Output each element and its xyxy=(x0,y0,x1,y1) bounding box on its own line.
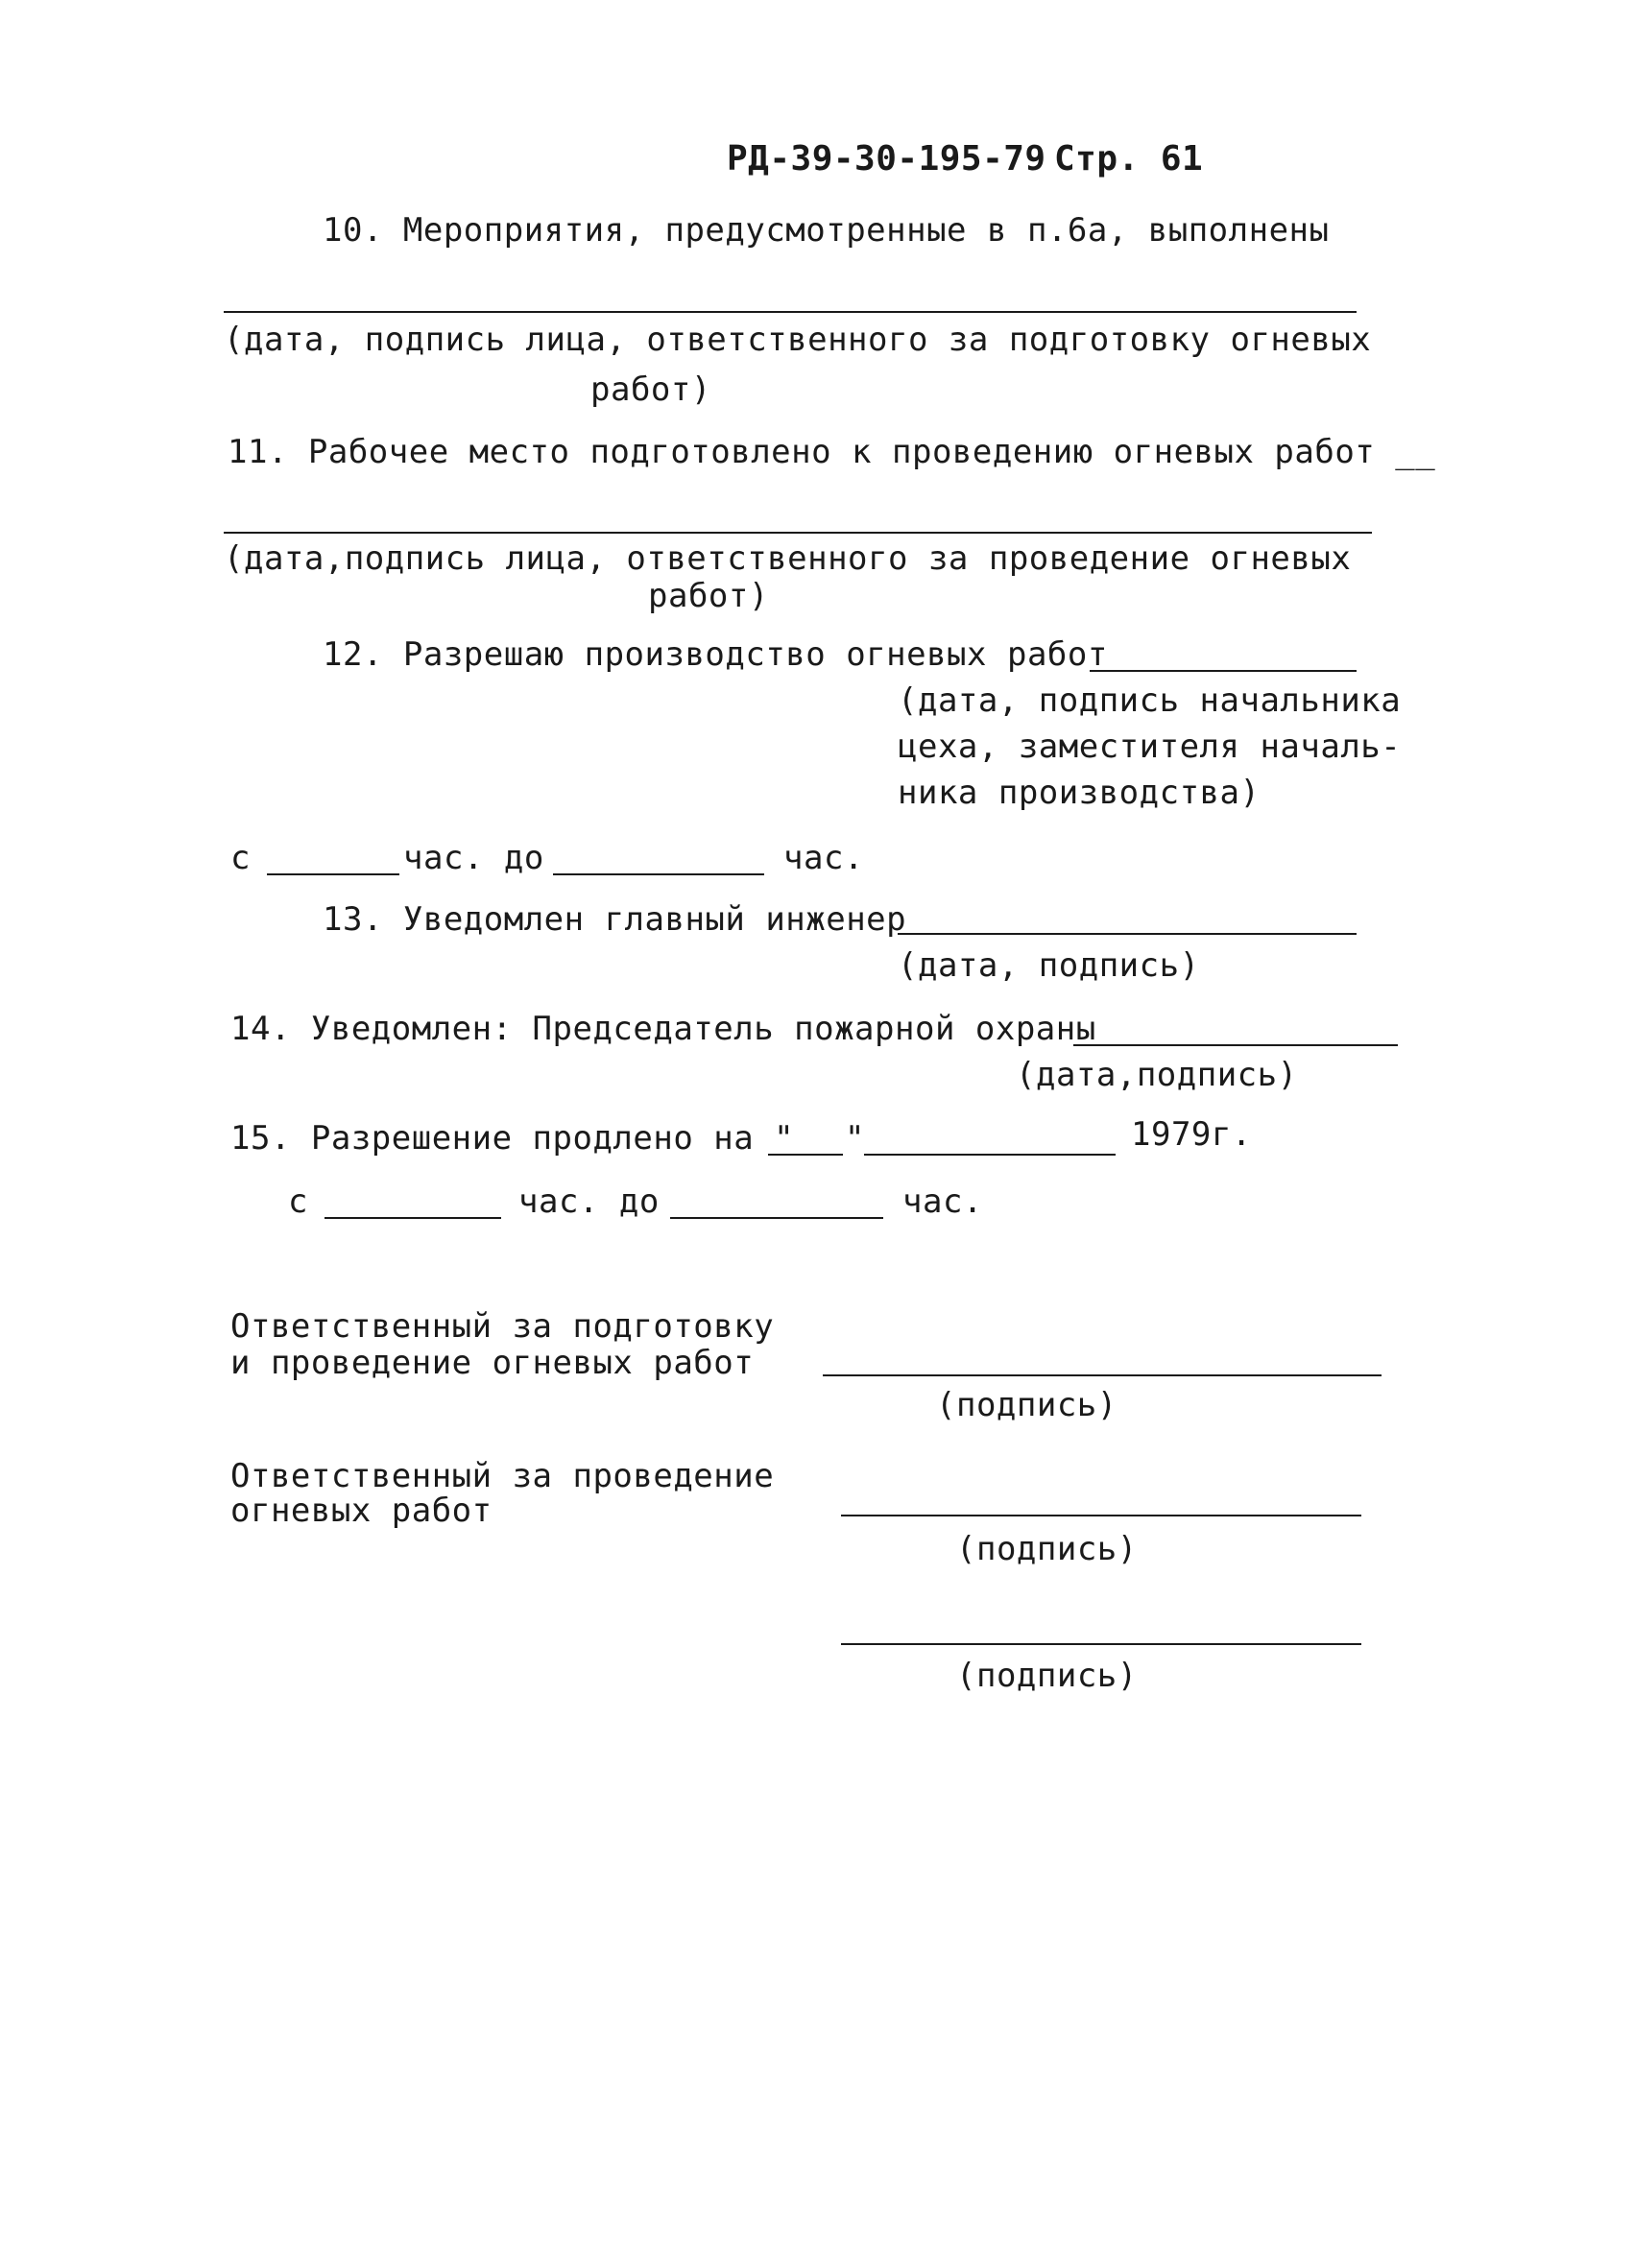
signature-line-1 xyxy=(823,1374,1382,1376)
responsible-conduct-line2: огневых работ xyxy=(230,1492,493,1530)
item-15-day-line xyxy=(768,1154,843,1156)
item-12-time-from-prefix: с xyxy=(230,839,251,877)
item-15-quote-close: " xyxy=(845,1119,865,1158)
item-14-signature-line xyxy=(1073,1044,1398,1046)
item-11-text: 11. Рабочее место подготовлено к проведению огневых работ __ xyxy=(228,433,1436,471)
item-12-text: 12. Разрешаю производство огневых работ xyxy=(323,635,1108,674)
item-12-time-to-suffix: час. xyxy=(783,839,864,877)
item-12-time-to-line xyxy=(553,873,764,875)
signature-line-3 xyxy=(841,1643,1361,1645)
item-15-time-to-line xyxy=(670,1217,883,1219)
responsible-conduct-line1: Ответственный за проведение xyxy=(230,1457,775,1495)
item-12-caption-line2: цеха, заместителя началь- xyxy=(898,728,1402,766)
item-12-signature-line xyxy=(1090,670,1357,672)
item-10-caption-line1: (дата, подпись лица, ответственного за подготовку огневых xyxy=(224,321,1372,359)
item-10-text: 10. Мероприятия, предусмотренные в п.6а, выполнены xyxy=(323,211,1330,250)
signature-caption-3: (подпись) xyxy=(956,1657,1138,1695)
item-14-caption: (дата,подпись) xyxy=(1016,1056,1298,1094)
item-11-caption-line2: работ) xyxy=(648,577,769,615)
item-14-text: 14. Уведомлен: Председатель пожарной охраны xyxy=(230,1010,1096,1048)
responsible-preparation-line1: Ответственный за подготовку xyxy=(230,1307,775,1346)
item-15-year: 1979г. xyxy=(1131,1115,1252,1154)
signature-line-2 xyxy=(841,1515,1361,1516)
item-15-text: 15. Разрешение продлено на " xyxy=(230,1119,795,1158)
signature-caption-1: (подпись) xyxy=(936,1386,1117,1424)
page-number: Стр. 61 xyxy=(1054,139,1204,179)
item-13-signature-line xyxy=(898,933,1357,935)
item-10-caption-line2: работ) xyxy=(590,370,711,409)
item-12-time-from-line xyxy=(267,873,399,875)
item-13-text: 13. Уведомлен главный инженер xyxy=(323,900,907,939)
item-12-time-from-suffix: час. до xyxy=(403,839,544,877)
item-12-caption-line3: ника производства) xyxy=(898,774,1261,812)
item-11-signature-line xyxy=(224,532,1372,534)
signature-caption-2: (подпись) xyxy=(956,1530,1138,1568)
item-13-caption: (дата, подпись) xyxy=(898,946,1200,985)
item-12-caption-line1: (дата, подпись начальника xyxy=(898,681,1402,720)
item-15-month-line xyxy=(864,1154,1116,1156)
responsible-preparation-line2: и проведение огневых работ xyxy=(230,1344,755,1382)
item-11-caption-line1: (дата,подпись лица, ответственного за проведение огневых xyxy=(224,539,1352,578)
item-15-time-from-line xyxy=(324,1217,501,1219)
item-15-time-to-suffix: час. xyxy=(902,1182,983,1221)
item-10-signature-line xyxy=(224,311,1357,313)
doc-code: РД-39-30-195-79 xyxy=(727,139,1046,179)
item-15-time-from-prefix: с xyxy=(288,1182,308,1221)
item-15-time-from-suffix: час. до xyxy=(518,1182,660,1221)
